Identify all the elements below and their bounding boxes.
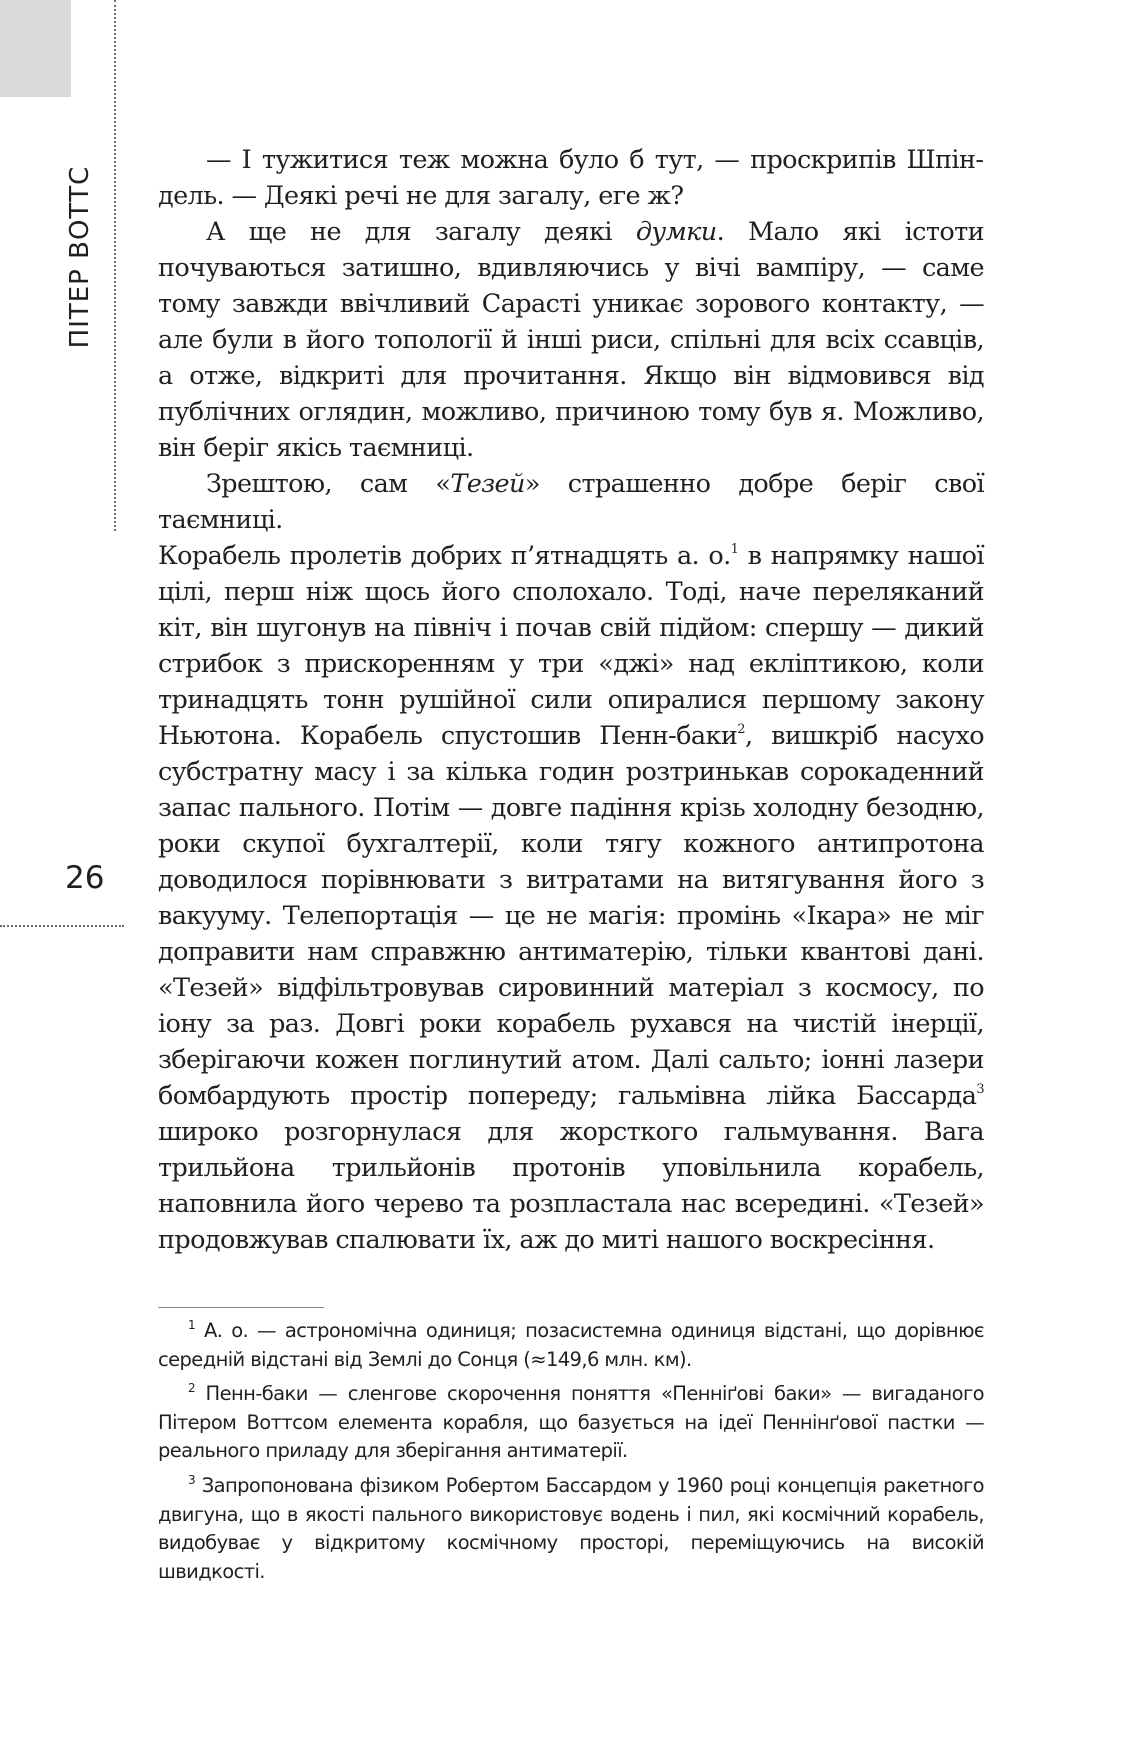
italic-term: думки <box>635 217 717 247</box>
footnote-ref[interactable]: 3 <box>976 1082 984 1097</box>
page-number-dotted-rule <box>0 925 124 927</box>
running-header-author: ПІТЕР ВОТТС <box>65 165 95 349</box>
corner-tab <box>0 0 71 97</box>
footnote-separator <box>158 1307 324 1308</box>
footnote-mark: 1 <box>188 1318 196 1332</box>
footnote-text: Пенн-баки — сленгове скорочення поняття «Пенніґові баки» — вигаданого Пітером Воттсом елемента корабля, що базується на ідеї Пеннінґової пастки — реального приладу для зберігання антиматерії. <box>158 1382 984 1463</box>
paragraph: Зрештою, сам «Тезей» страшенно добре беріг свої таємниці. <box>158 469 985 535</box>
footnotes <box>158 1317 984 1592</box>
paragraph: — І тужитися теж можна було б тут, — проскрипів Шпіндель. — Деякі речі не для загалу, еге ж? <box>158 145 984 211</box>
footnote <box>158 1317 984 1374</box>
page-number: 26 <box>65 860 105 896</box>
footnote-ref[interactable]: 2 <box>737 722 745 737</box>
footnote-mark: 3 <box>188 1472 196 1487</box>
footnote <box>158 1472 984 1586</box>
paragraph: Корабель пролетів добрих п’ятнадцять а. о.$^1$ в напрямку нашої цілі, перш ніж щось його сполохало. Тоді, наче переляканий кіт, він шугонув на північ і почав свій підйом: спершу — дикий стрибок з прискоренням у три «джі» над екліптикою, коли тринадцять тонн рушійної сили опиралися першому закону Ньютона. Корабель спустошив Пенн-баки$^2$, вишкріб насухо субстратну масу і за кілька годин розтринькав сорокаденний запас пального. Потім — довге падіння крізь холодну безодню, роки скупої бухгалтерії, коли тягу кожного антипротона доводилося порівнювати з витратами на витягування його з вакууму. Телепортація — це не магія: промінь «Ікара» не міг доправити нам справжню антиматерію, тільки квантові дані. «Тезей» відфільтровував сировинний матеріал з космосу, по іону за раз. Довгі роки корабель рухався на чистій інерції, зберігаючи кожен поглинутий атом. Далі сальто; іонні лазери бомбардують простір попереду; гальмівна лійка Бассарда$^3$ широко розгорнулася для жорсткого гальмування. Вага трильйона трильйонів протонів уповільнила корабель, наповнила його черево та розпластала нас всередині. «Тезей» продовжував спалювати їх, аж до миті нашого воскресіння. <box>158 541 984 1255</box>
footnote-mark: 2 <box>188 1381 196 1396</box>
footnote <box>158 1380 984 1466</box>
vertical-dotted-rule <box>114 0 116 531</box>
paragraph: А ще не для загалу деякі думки. Мало які істоти почуваються затишно, вдивляючись у вічі вампіру, — саме тому завжди ввічливий Сарасті уникає зорового контакту, — але були в його топології й інші риси, спільні для всіх ссавців, а отже, відкриті для прочитання. Якщо він відмовився від публічних оглядин, можливо, причиною тому був я. Можливо, він беріг якісь таємниці. <box>158 217 984 463</box>
footnote-ref[interactable]: 1 <box>730 542 739 557</box>
section-one <box>158 142 984 538</box>
section-two <box>158 538 984 1258</box>
footnote-text: А. о. — астрономічна одиниця; позасистемна одиниця відстані, що дорівнює середній відстані від Землі до Сонця (≈149,6 млн. км). <box>158 1319 984 1371</box>
italic-term: Тезей <box>450 469 525 499</box>
footnote-text: Запропонована фізиком Робертом Бассардом у 1960 році концепція ракетного двигуна, що в якості пального використовує водень і пил, які космічний корабель, видобуває у відкритому космічному просторі, переміщуючись на високій швидкості. <box>158 1473 984 1583</box>
